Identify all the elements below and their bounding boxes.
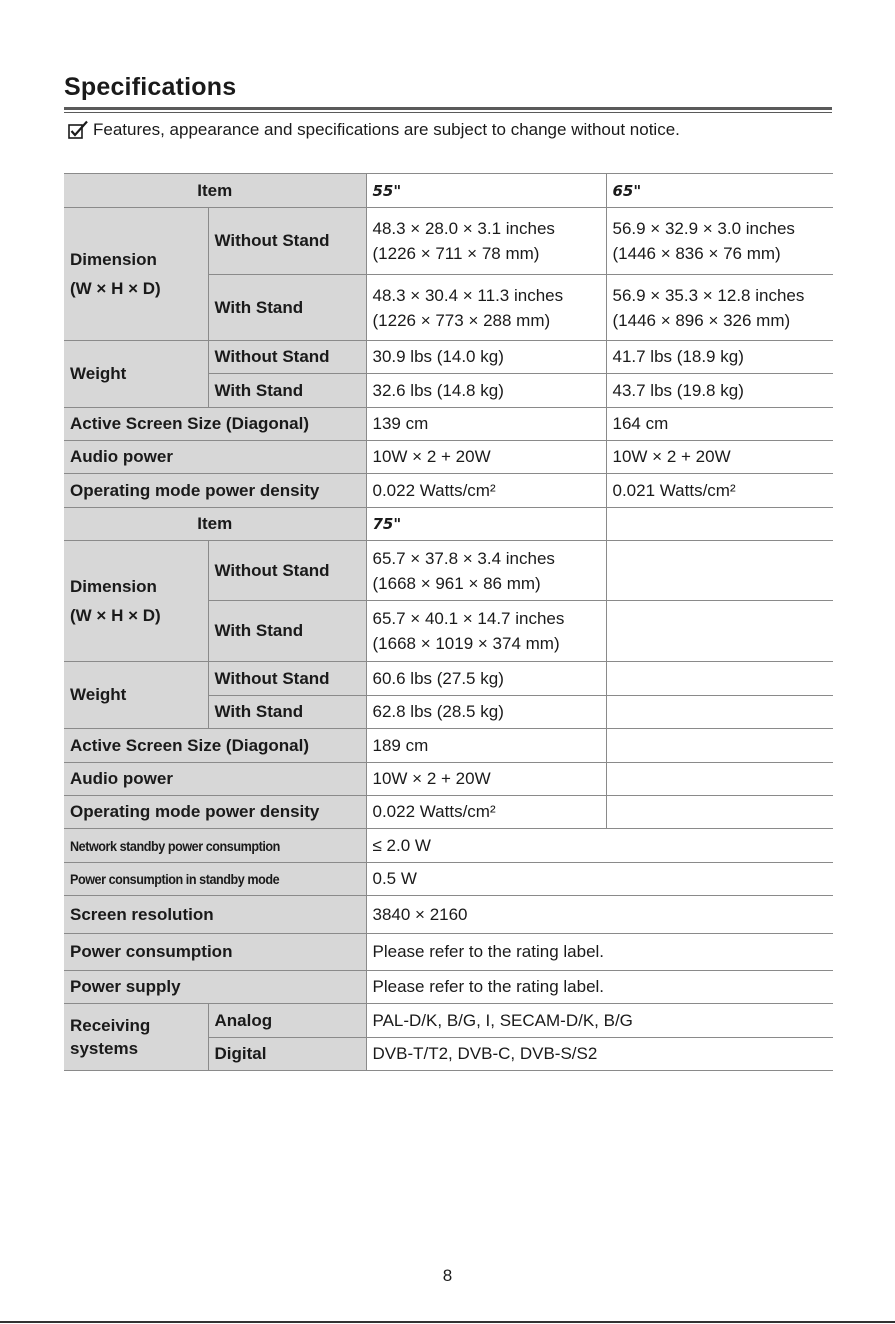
empty-cell [606, 796, 833, 829]
table-row [64, 934, 833, 971]
digital-label: Digital [208, 1038, 366, 1071]
bottom-rule [0, 1321, 895, 1323]
table-row [64, 971, 833, 1004]
dim-55-with: 48.3 × 30.4 × 11.3 inches (1226 × 773 × 288 mm) [366, 275, 606, 341]
empty-cell [606, 541, 833, 601]
table-row [64, 896, 833, 934]
empty-cell [606, 763, 833, 796]
standby-mode-value: 0.5 W [366, 863, 833, 896]
table-row [64, 474, 833, 508]
table-row [64, 863, 833, 896]
empty-cell [606, 696, 833, 729]
title-rule-thin [64, 112, 832, 113]
model-75-header: 75" [366, 508, 606, 541]
dim-65-without: 56.9 × 32.9 × 3.0 inches (1446 × 836 × 76 mm) [606, 208, 833, 275]
screen-55: 139 cm [366, 408, 606, 441]
table-row [64, 763, 833, 796]
weight-65-without: 41.7 lbs (18.9 kg) [606, 341, 833, 374]
notice [68, 120, 680, 140]
density-55: 0.022 Watts/cm² [366, 474, 606, 508]
digital-value: DVB-T/T2, DVB-C, DVB-S/S2 [366, 1038, 833, 1071]
empty-cell [606, 508, 833, 541]
audio-75: 10W × 2 + 20W [366, 763, 606, 796]
active-screen-label: Active Screen Size (Diagonal) [64, 729, 366, 763]
operating-density-label: Operating mode power density [64, 796, 366, 829]
power-supply-label: Power supply [64, 971, 366, 1004]
power-consumption-label: Power consumption [64, 934, 366, 971]
without-stand-label: Without Stand [208, 662, 366, 696]
weight-65-with: 43.7 lbs (19.8 kg) [606, 374, 833, 408]
with-stand-label: With Stand [208, 696, 366, 729]
without-stand-label: Without Stand [208, 341, 366, 374]
density-75: 0.022 Watts/cm² [366, 796, 606, 829]
specifications-table [64, 173, 833, 1071]
title-rule [64, 107, 832, 110]
dim-65-with: 56.9 × 35.3 × 12.8 inches (1446 × 896 × 326 mm) [606, 275, 833, 341]
power-supply-value: Please refer to the rating label. [366, 971, 833, 1004]
table-row [64, 508, 833, 541]
table-row [64, 441, 833, 474]
table-row [64, 408, 833, 441]
dimension-label: Dimension (W × H × D) [64, 541, 208, 662]
table-row [64, 796, 833, 829]
item-header: Item [64, 508, 366, 541]
network-standby-value: ≤ 2.0 W [366, 829, 833, 863]
weight-label: Weight [64, 341, 208, 408]
network-standby-label-text: Network standby power consumption [70, 837, 280, 854]
empty-cell [606, 662, 833, 696]
with-stand-label: With Stand [208, 374, 366, 408]
page-number: 8 [442, 1266, 453, 1285]
empty-cell [606, 601, 833, 662]
item-header: Item [64, 174, 366, 208]
table-row [64, 1004, 833, 1038]
screen-65: 164 cm [606, 408, 833, 441]
page-title: Specifications [64, 73, 237, 101]
table-row [64, 341, 833, 374]
audio-power-label: Audio power [64, 441, 366, 474]
screen-resolution-label: Screen resolution [64, 896, 366, 934]
dim-55-without: 48.3 × 28.0 × 3.1 inches (1226 × 711 × 78 mm) [366, 208, 606, 275]
without-stand-label: Without Stand [208, 208, 366, 275]
audio-65: 10W × 2 + 20W [606, 441, 833, 474]
with-stand-label: With Stand [208, 275, 366, 341]
screen-resolution-value: 3840 × 2160 [366, 896, 833, 934]
table-row [64, 208, 833, 275]
model-55-header: 55" [366, 174, 606, 208]
dimension-label: Dimension (W × H × D) [64, 208, 208, 341]
empty-cell [606, 729, 833, 763]
analog-value: PAL-D/K, B/G, I, SECAM-D/K, B/G [366, 1004, 833, 1038]
weight-55-without: 30.9 lbs (14.0 kg) [366, 341, 606, 374]
without-stand-label: Without Stand [208, 541, 366, 601]
operating-density-label: Operating mode power density [64, 474, 366, 508]
screen-75: 189 cm [366, 729, 606, 763]
checkbox-checked-icon [68, 120, 90, 140]
analog-label: Analog [208, 1004, 366, 1038]
table-row [64, 729, 833, 763]
audio-55: 10W × 2 + 20W [366, 441, 606, 474]
model-65-header: 65" [606, 174, 833, 208]
table-row [64, 829, 833, 863]
weight-55-with: 32.6 lbs (14.8 kg) [366, 374, 606, 408]
weight-75-with: 62.8 lbs (28.5 kg) [366, 696, 606, 729]
standby-mode-label-text: Power consumption in standby mode [70, 871, 280, 887]
notice-text: Features, appearance and specifications are subject to change without notice. [93, 120, 680, 139]
standby-mode-label [64, 863, 366, 896]
dim-75-with: 65.7 × 40.1 × 14.7 inches (1668 × 1019 × 374 mm) [366, 601, 606, 662]
table-row [64, 662, 833, 696]
power-consumption-value: Please refer to the rating label. [366, 934, 833, 971]
active-screen-label: Active Screen Size (Diagonal) [64, 408, 366, 441]
weight-label: Weight [64, 662, 208, 729]
network-standby-label [64, 829, 366, 863]
dim-75-without: 65.7 × 37.8 × 3.4 inches (1668 × 961 × 86 mm) [366, 541, 606, 601]
table-row [64, 174, 833, 208]
weight-75-without: 60.6 lbs (27.5 kg) [366, 662, 606, 696]
with-stand-label: With Stand [208, 601, 366, 662]
density-65: 0.021 Watts/cm² [606, 474, 833, 508]
table-row [64, 541, 833, 601]
audio-power-label: Audio power [64, 763, 366, 796]
receiving-systems-label: Receiving systems [64, 1004, 208, 1071]
